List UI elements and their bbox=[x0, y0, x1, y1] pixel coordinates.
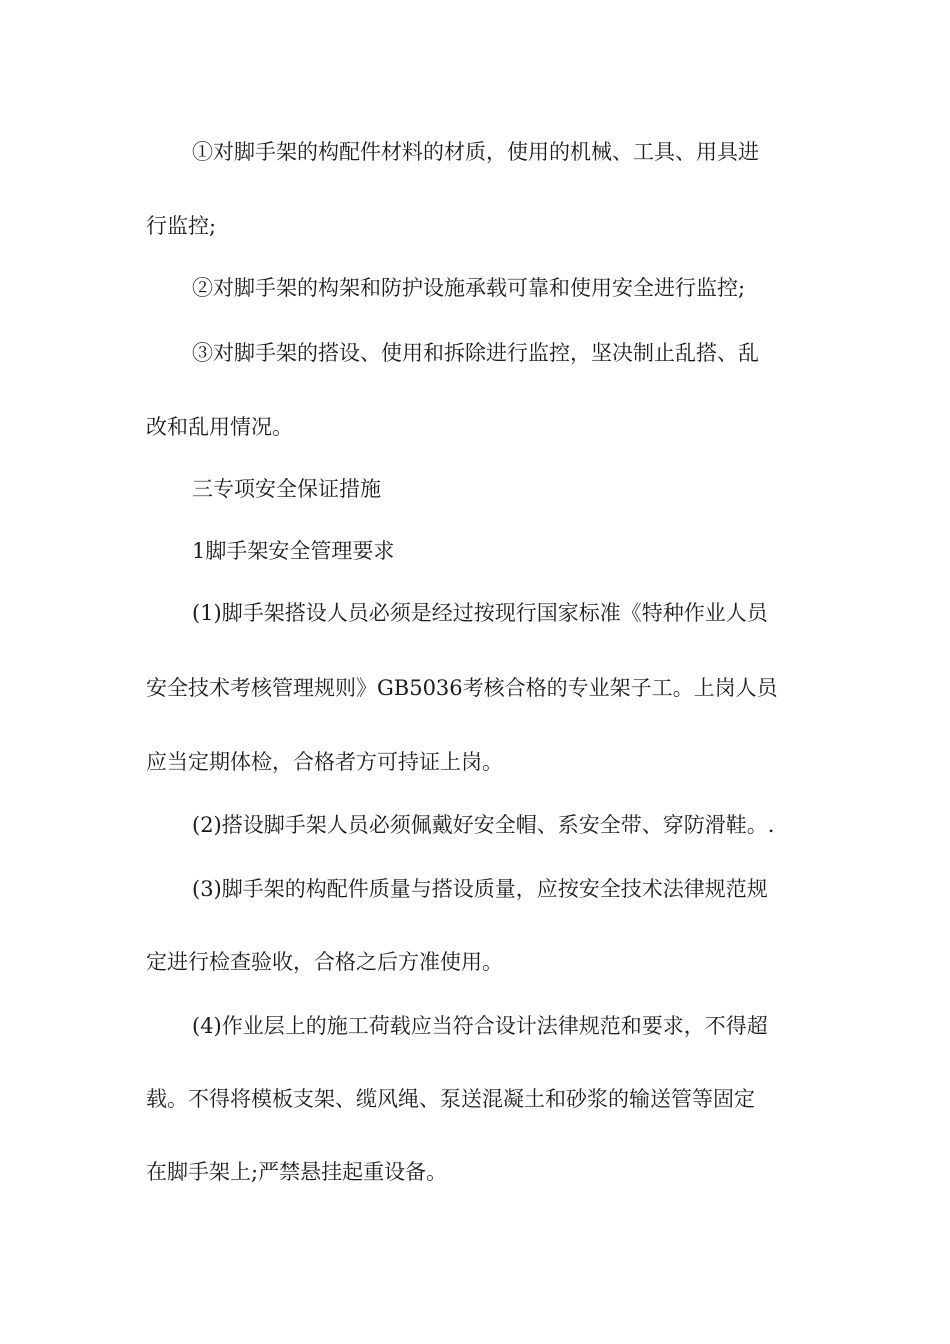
paragraph-line: (4)作业层上的施工荷载应当符合设计法律规范和要求，不得超 bbox=[192, 1014, 768, 1038]
paragraph-line: 安全技术考核管理规则》GB5036考核合格的专业架子工。上岗人员 bbox=[146, 676, 778, 700]
paragraph-line: ①对脚手架的构配件材料的材质，使用的机械、工具、用具进 bbox=[192, 140, 759, 164]
section-heading: 三专项安全保证措施 bbox=[192, 477, 381, 501]
subsection-heading: 1脚手架安全管理要求 bbox=[192, 539, 395, 563]
paragraph-line: 在脚手架上;严禁悬挂起重设备。 bbox=[146, 1160, 448, 1184]
paragraph-line: 行监控; bbox=[146, 214, 217, 238]
paragraph-line: 应当定期体检，合格者方可持证上岗。 bbox=[146, 750, 503, 774]
paragraph-line: 载。不得将模板支架、缆风绳、泵送混凝土和砂浆的输送管等固定 bbox=[146, 1087, 755, 1111]
paragraph-line: (1)脚手架搭设人员必须是经过按现行国家标准《特种作业人员 bbox=[192, 601, 768, 625]
paragraph-line: ③对脚手架的搭设、使用和拆除进行监控，坚决制止乱搭、乱 bbox=[192, 341, 759, 365]
paragraph-line: ②对脚手架的构架和防护设施承载可靠和使用安全进行监控; bbox=[192, 276, 746, 300]
paragraph-line: (3)脚手架的构配件质量与搭设质量，应按安全技术法律规范规 bbox=[192, 877, 768, 901]
paragraph-line: 定进行检查验收，合格之后方准使用。 bbox=[146, 950, 503, 974]
paragraph-line: (2)搭设脚手架人员必须佩戴好安全帽、系安全带、穿防滑鞋。. bbox=[192, 813, 775, 837]
paragraph-line: 改和乱用情况。 bbox=[146, 415, 293, 439]
